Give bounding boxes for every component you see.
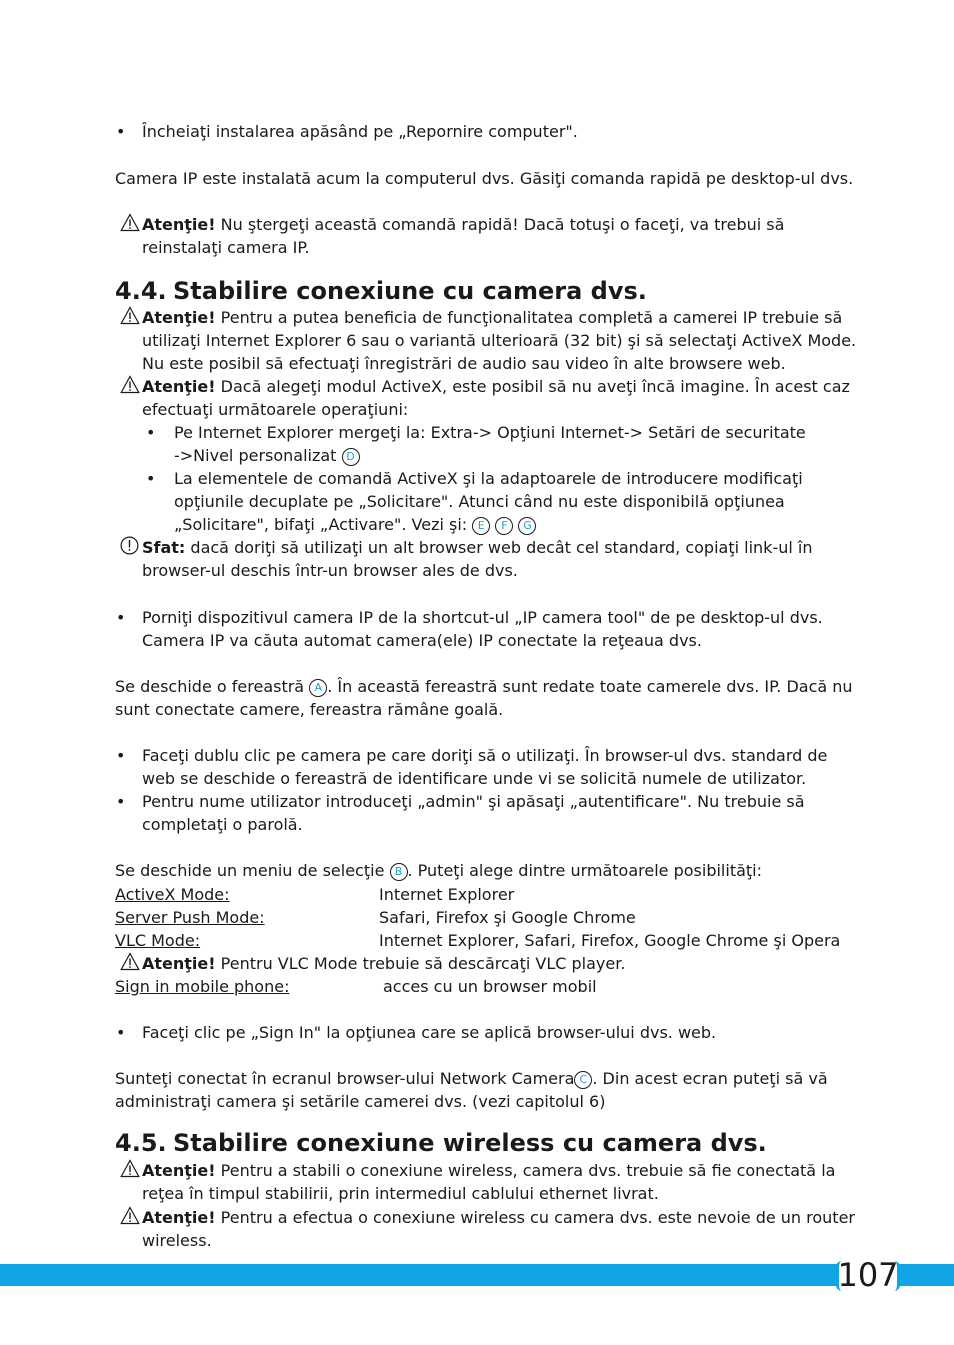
- list-item: opţiunile decuplate pe „Solicitare". Atunci când nu este disponibilă opţiunea: [174, 492, 785, 511]
- bullet-marker: •: [116, 122, 126, 141]
- list-item: Faceţi clic pe „Sign In" la opţiunea care se aplică browser-ului dvs. web.: [142, 1023, 717, 1042]
- warning-label: Atenţie!: [142, 1208, 216, 1227]
- paragraph-text: . Din acest ecran puteţi să vă: [592, 1069, 828, 1088]
- warning-label: Atenţie!: [142, 308, 216, 327]
- section-heading: [115, 1128, 767, 1158]
- section-number: 4.5.: [115, 1129, 167, 1157]
- warning-text: wireless.: [142, 1231, 212, 1250]
- list-item: [174, 513, 536, 536]
- mode-label: VLC Mode:: [115, 931, 201, 950]
- mode-label: Sign in mobile phone:: [115, 977, 290, 996]
- warning-text: utilizaţi Internet Explorer 6 sau o variantă ulterioară (32 bit) şi să selectaţi ActiveX Mode.: [142, 331, 857, 350]
- bullet-marker: •: [146, 469, 156, 488]
- bullet-marker: •: [146, 423, 156, 442]
- section-title: Stabilire conexiune cu camera dvs.: [173, 277, 647, 305]
- bullet-marker: •: [116, 1023, 126, 1042]
- warning-text: Nu ştergeţi această comandă rapidă! Dacă totuşi o faceţi, va trebui să: [215, 215, 785, 234]
- mode-label: ActiveX Mode:: [115, 885, 230, 904]
- warning-text: Dacă alegeţi modul ActiveX, este posibil să nu aveţi încă imagine. În acest caz: [215, 377, 850, 396]
- warning-label: Atenţie!: [142, 215, 216, 234]
- warning-triangle-icon: [120, 213, 140, 232]
- warning-label: Atenţie!: [142, 377, 216, 396]
- warning-text: Pentru a stabili o conexiune wireless, camera dvs. trebuie să fie conectată la: [215, 1161, 836, 1180]
- warning-triangle-icon: [120, 306, 140, 325]
- warning-text: reinstalaţi camera IP.: [142, 238, 310, 257]
- list-item: La elementele de comandă ActiveX şi la adaptoarele de introducere modificaţi: [174, 469, 803, 488]
- mode-label: Server Push Mode:: [115, 908, 265, 927]
- paragraph-text: Se deschide un meniu de selecţie: [115, 861, 390, 880]
- figure-marker-b: B: [390, 863, 408, 881]
- figure-marker-a: A: [309, 679, 327, 697]
- paragraph: Camera IP este instalată acum la computerul dvs. Găsiţi comanda rapidă pe desktop-ul dvs.: [115, 169, 854, 188]
- tip-note: [142, 536, 812, 559]
- mode-value: acces cu un browser mobil: [383, 977, 597, 996]
- paragraph-text: . Puteţi alege dintre următoarele posibilităţi:: [407, 861, 762, 880]
- list-item: Faceţi dublu clic pe camera pe care doriţi să o utilizaţi. În browser-ul dvs. standard de: [142, 746, 828, 765]
- paragraph: [115, 859, 762, 882]
- warning-text: reţea în timpul stabilirii, prin intermediul cablului ethernet livrat.: [142, 1184, 659, 1203]
- list-item: Porniţi dispozitivul camera IP de la shortcut-ul „IP camera tool" de pe desktop-ul dvs.: [142, 608, 823, 627]
- list-item-text: „Solicitare", bifaţi „Activare". Vezi şi:: [174, 515, 473, 534]
- page-number: 107: [837, 1256, 899, 1294]
- section-heading: [115, 276, 647, 306]
- tip-label: Sfat:: [142, 538, 186, 557]
- figure-marker-c: C: [574, 1071, 592, 1089]
- figure-marker-f: F: [495, 517, 513, 535]
- section-number: 4.4.: [115, 277, 167, 305]
- warning-note: [142, 1206, 855, 1229]
- paragraph: [115, 675, 853, 698]
- warning-note: [142, 306, 842, 329]
- list-item: web se deschide o fereastră de identificare unde vi se solicită numele de utilizator.: [142, 769, 807, 788]
- warning-text: Pentru a efectua o conexiune wireless cu camera dvs. este nevoie de un router: [215, 1208, 855, 1227]
- paragraph: [115, 1067, 828, 1090]
- bullet-marker: •: [116, 608, 126, 627]
- mode-value: Internet Explorer: [379, 885, 515, 904]
- figure-marker-g: G: [518, 517, 536, 535]
- list-item-text: ->Nivel personalizat: [174, 446, 342, 465]
- warning-label: Atenţie!: [142, 954, 216, 973]
- paragraph: administraţi camera şi setările camerei dvs. (vezi capitolul 6): [115, 1092, 606, 1111]
- paragraph-text: Se deschide o fereastră: [115, 677, 310, 696]
- warning-note: [142, 375, 850, 398]
- warning-note: [142, 1159, 835, 1182]
- warning-text: efectuaţi următoarele operaţiuni:: [142, 400, 409, 419]
- paragraph: sunt conectate camere, fereastra rămâne goală.: [115, 700, 504, 719]
- paragraph: Încheiaţi instalarea apăsând pe „Repornire computer".: [142, 122, 578, 141]
- figure-marker-e: E: [472, 517, 490, 535]
- warning-text: Nu este posibil să efectuaţi înregistrări de audio sau video în alte browsere web.: [142, 354, 786, 373]
- list-item: completaţi o parolă.: [142, 815, 303, 834]
- paragraph-text: . În această fereastră sunt redate toate camerele dvs. IP. Dacă nu: [327, 677, 853, 696]
- list-item: Pentru nume utilizator introduceţi „admin" şi apăsaţi „autentificare". Nu trebuie să: [142, 792, 805, 811]
- paragraph-text: Sunteţi conectat în ecranul browser-ului Network Camera: [115, 1069, 575, 1088]
- tip-text: browser-ul deschis într-un browser ales de dvs.: [142, 561, 518, 580]
- warning-triangle-icon: [120, 1206, 140, 1225]
- list-item: Camera IP va căuta automat camera(ele) IP conectate la reţeaua dvs.: [142, 631, 702, 650]
- figure-marker-d: D: [342, 448, 360, 466]
- mode-value: Internet Explorer, Safari, Firefox, Google Chrome şi Opera: [379, 931, 841, 950]
- list-item: Pe Internet Explorer mergeţi la: Extra-> Opţiuni Internet-> Setări de securitate: [174, 423, 806, 442]
- warning-text: Pentru VLC Mode trebuie să descărcaţi VLC player.: [215, 954, 626, 973]
- list-item: [174, 444, 360, 467]
- footer-bar: [0, 1264, 954, 1286]
- warning-triangle-icon: [120, 1159, 140, 1178]
- warning-note: [142, 952, 625, 975]
- exclamation-circle-icon: [120, 536, 139, 555]
- mode-value: Safari, Firefox şi Google Chrome: [379, 908, 636, 927]
- warning-triangle-icon: [120, 375, 140, 394]
- warning-triangle-icon: [120, 952, 140, 971]
- bullet-marker: •: [116, 746, 126, 765]
- section-title: Stabilire conexiune wireless cu camera dvs.: [173, 1129, 767, 1157]
- warning-label: Atenţie!: [142, 1161, 216, 1180]
- tip-text: dacă doriţi să utilizaţi un alt browser web decât cel standard, copiaţi link-ul în: [185, 538, 813, 557]
- warning-note: [142, 213, 784, 236]
- bullet-marker: •: [116, 792, 126, 811]
- warning-text: Pentru a putea beneficia de funcţionalitatea completă a camerei IP trebuie să: [215, 308, 843, 327]
